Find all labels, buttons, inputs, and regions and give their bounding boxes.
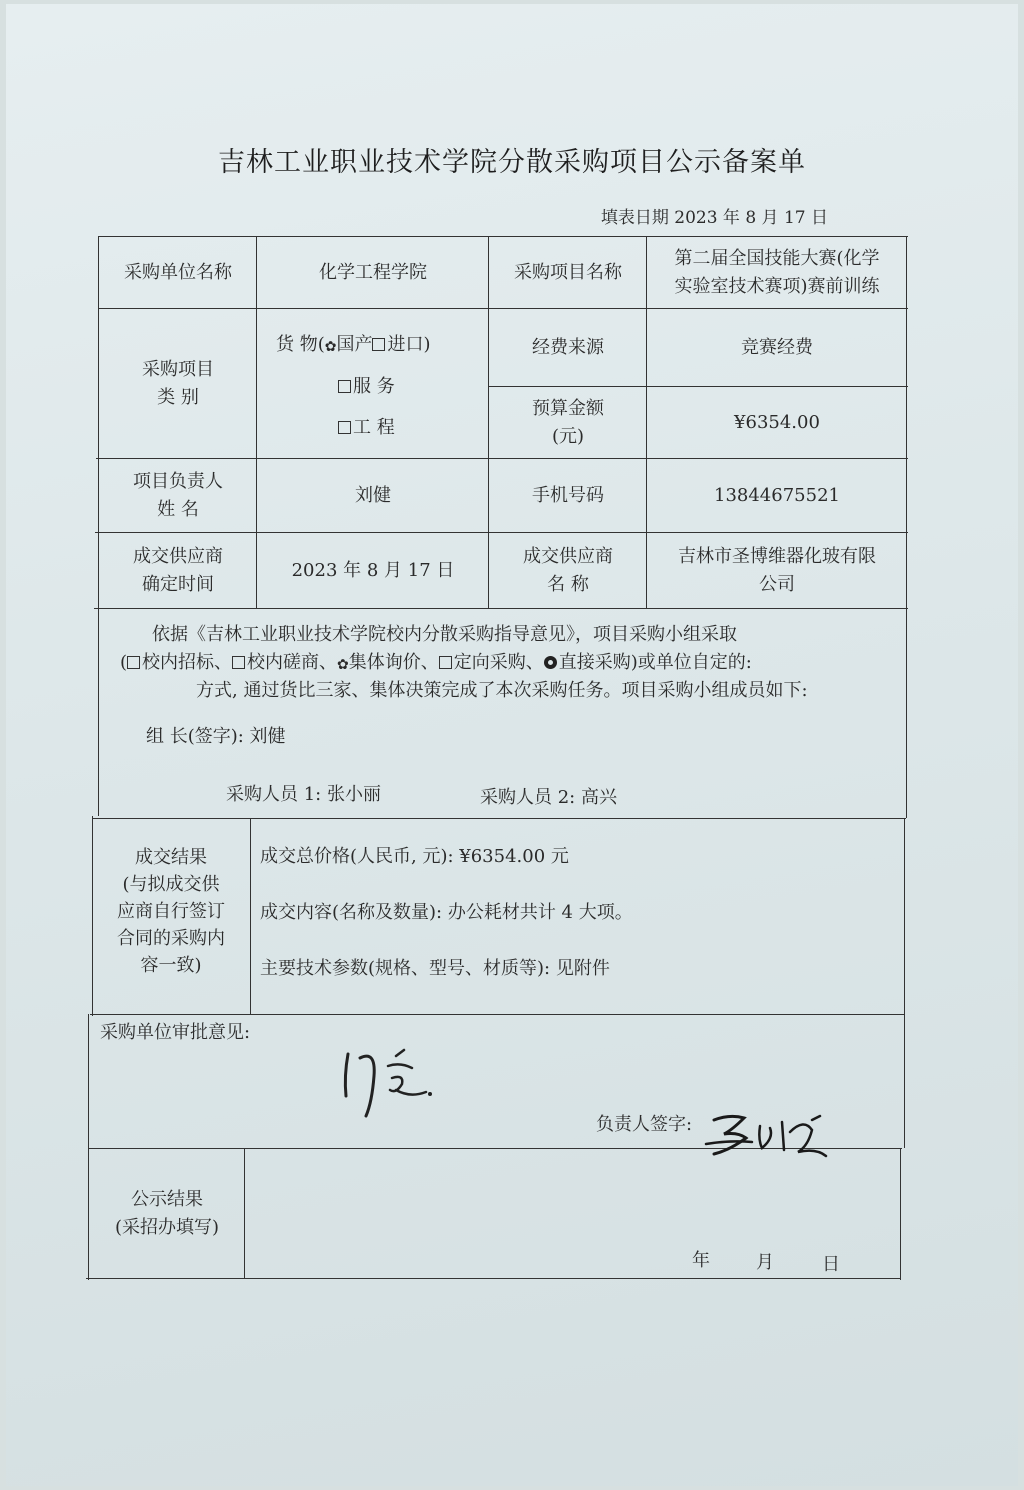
member-2-line: 采购人员 2: 高兴 <box>480 787 617 808</box>
basis-line-2-tail: 或单位自定的: <box>637 652 752 673</box>
campus-bidding-label: 校内招标、 <box>142 652 233 673</box>
label-text-line1: 成交供应商 <box>523 546 613 567</box>
value-text-line1: 第二届全国技能大赛(化学 <box>674 248 880 269</box>
table-border-bottom <box>86 1278 900 1279</box>
category-service-option <box>338 372 395 398</box>
col-divider <box>488 236 489 608</box>
label-text-line5: 容一致) <box>140 954 202 976</box>
label-text-line1: 公示结果 <box>131 1189 203 1210</box>
result-params: 主要技术参数(规格、型号、材质等): 见附件 <box>260 958 610 979</box>
budget-value <box>648 388 906 458</box>
approval-label: 采购单位审批意见: <box>100 1022 251 1043</box>
project-name-label <box>490 238 646 308</box>
campus-negotiation-label: 校内磋商、 <box>247 652 338 673</box>
supplier-time-label <box>100 534 256 608</box>
col-divider <box>250 818 251 1014</box>
leader-value <box>258 460 488 532</box>
basis-line-2 <box>120 648 752 674</box>
table-border-left <box>98 236 99 816</box>
label-text-line2: (元) <box>551 426 585 447</box>
category-label <box>100 310 256 458</box>
approval-handwritten-mark <box>330 1036 440 1126</box>
row-divider <box>95 532 908 533</box>
direct-purchase-label: 直接采购) <box>558 652 638 673</box>
paren-open: ( <box>120 652 128 673</box>
label-text-line1: 项目负责人 <box>133 471 223 492</box>
engineering-checkbox[interactable] <box>338 421 351 434</box>
campus-bidding-checkbox[interactable] <box>127 656 140 669</box>
label-text: 采购单位名称 <box>124 262 232 283</box>
supplier-name-value <box>648 534 906 608</box>
table-border-right <box>904 818 905 1148</box>
service-checkbox[interactable] <box>338 380 351 393</box>
label-text-line1: 成交供应商 <box>133 546 223 567</box>
goods-label: 货 物( <box>276 334 325 355</box>
label-text: 采购项目名称 <box>514 262 622 283</box>
table-border-right <box>900 1148 901 1280</box>
row-divider <box>92 818 906 819</box>
col-divider <box>244 1148 245 1278</box>
value-text: 13844675521 <box>714 485 840 506</box>
value-text: 化学工程学院 <box>319 262 427 283</box>
publicity-month-label: 月 <box>756 1252 774 1273</box>
result-content: 成交内容(名称及数量): 办公耗材共计 4 大项。 <box>260 902 633 923</box>
goods-domestic-label: 国产 <box>336 334 373 355</box>
funding-label <box>490 310 646 386</box>
label-text-line4: 合同的采购内 <box>117 927 225 949</box>
publicity-day-label: 日 <box>822 1254 840 1275</box>
project-name-value <box>648 238 906 308</box>
direct-purchase-selected-icon[interactable] <box>544 656 557 669</box>
directed-purchase-checkbox[interactable] <box>439 656 452 669</box>
row-divider <box>98 308 908 309</box>
collective-inquiry-selected-icon: ✿ <box>337 657 349 673</box>
purchasing-unit-value <box>258 238 488 308</box>
phone-value <box>648 460 906 532</box>
campus-negotiation-checkbox[interactable] <box>232 656 245 669</box>
value-text: ¥6354.00 <box>734 412 820 433</box>
col-divider <box>646 236 647 608</box>
service-label: 服 务 <box>353 376 395 397</box>
responsible-person-signature <box>700 1108 840 1168</box>
fill-date: 填表日期 2023 年 8 月 17 日 <box>600 208 828 228</box>
goods-import-checkbox[interactable] <box>372 338 385 351</box>
label-text-line2: (采招办填写) <box>114 1217 220 1238</box>
member-1-line: 采购人员 1: 张小丽 <box>226 784 381 805</box>
row-divider <box>90 1014 904 1015</box>
goods-import-label: 进口) <box>387 334 431 355</box>
row-divider <box>488 386 908 387</box>
goods-domestic-selected-icon: ✿ <box>324 339 337 355</box>
supplier-time-value <box>258 534 488 608</box>
value-text-line1: 吉林市圣博维器化玻有限 <box>678 546 876 567</box>
row-divider <box>96 458 908 459</box>
approval-signer-label: 负责人签字: <box>596 1114 693 1135</box>
category-goods-option <box>276 330 431 356</box>
purchasing-unit-label <box>100 238 256 308</box>
label-text: 手机号码 <box>532 485 604 506</box>
budget-label <box>490 388 646 458</box>
supplier-name-label <box>490 534 646 608</box>
value-text: 2023 年 8 月 17 日 <box>291 560 455 581</box>
label-text-line2: 类 别 <box>157 387 199 408</box>
label-text-line2: 确定时间 <box>142 574 214 595</box>
value-text: 刘健 <box>355 485 391 506</box>
value-text: 竞赛经费 <box>741 337 813 358</box>
result-total-price: 成交总价格(人民币, 元): ¥6354.00 元 <box>260 846 569 867</box>
row-divider <box>94 608 908 609</box>
label-text: 经费来源 <box>532 337 604 358</box>
directed-purchase-label: 定向采购、 <box>453 652 544 673</box>
table-border-right <box>906 236 907 818</box>
label-text-line1: 成交结果 <box>135 846 207 868</box>
table-border-left <box>92 816 93 1016</box>
form-title: 吉林工业职业技术学院分散采购项目公示备案单 <box>218 147 806 178</box>
label-text-line1: 采购项目 <box>142 359 214 380</box>
publicity-year-label: 年 <box>692 1250 710 1271</box>
value-text-line2: 实验室技术赛项)赛前训练 <box>674 276 880 297</box>
table-border-left <box>88 1014 89 1280</box>
value-text-line2: 公司 <box>759 574 795 595</box>
category-engineering-option <box>338 413 395 439</box>
label-text-line2: (与拟成交供 <box>122 873 220 895</box>
label-text-line2: 名 称 <box>547 574 589 595</box>
label-text-line1: 预算金额 <box>532 398 604 419</box>
group-leader-line: 组 长(签字): 刘健 <box>146 726 286 747</box>
label-text-line3: 应商自行签订 <box>117 900 225 922</box>
basis-line-3: 方式, 通过货比三家、集体决策完成了本次采购任务。项目采购小组成员如下: <box>196 680 808 701</box>
basis-line-1: 依据《吉林工业职业技术学院校内分散采购指导意见》，项目采购小组采取 <box>152 624 737 645</box>
engineering-label: 工 程 <box>353 417 395 438</box>
funding-value <box>648 310 906 386</box>
leader-label <box>100 460 256 532</box>
result-label <box>96 836 246 986</box>
table-border-top <box>98 236 908 237</box>
phone-label <box>490 460 646 532</box>
collective-inquiry-label: 集体询价、 <box>348 652 439 673</box>
publicity-label <box>90 1150 244 1278</box>
label-text-line2: 姓 名 <box>157 499 199 520</box>
col-divider <box>256 236 257 608</box>
